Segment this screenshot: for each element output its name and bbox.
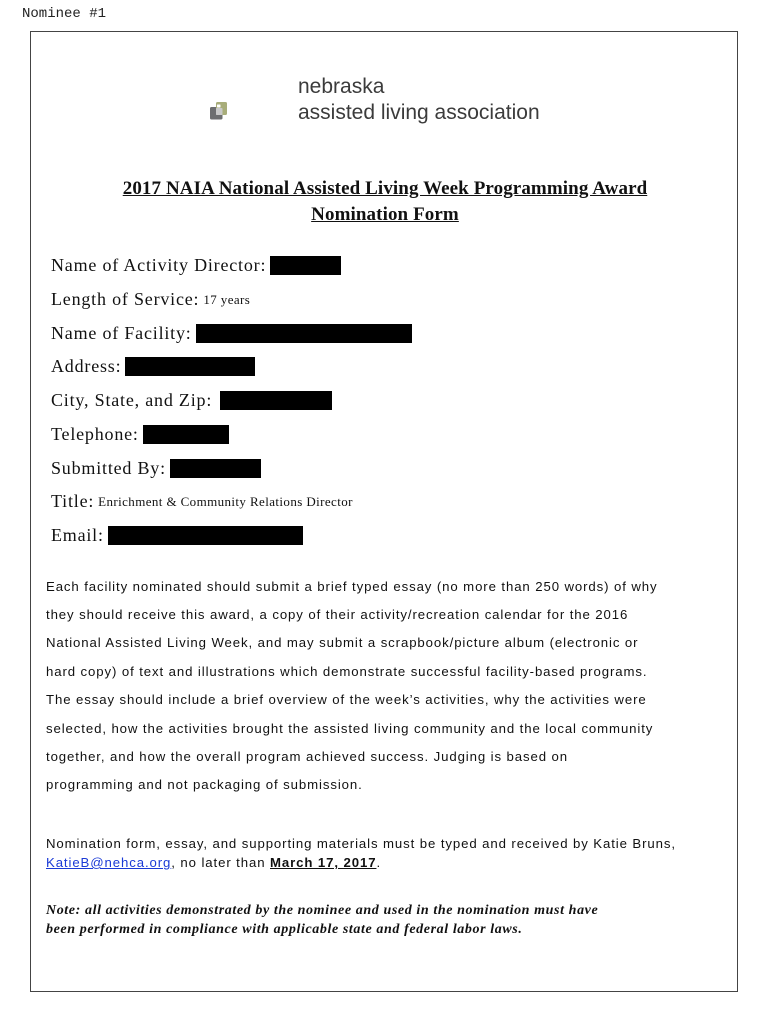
instruction-line: hard copy) of text and illustrations which demonstrate successful facility-based programs. [46,664,648,679]
redaction-box [125,357,255,376]
submission-end: . [376,855,382,870]
form-title: 2017 NAIA National Assisted Living Week Programming Award [122,178,648,199]
instruction-line: The essay should include a brief overview of the week’s activities, why the activities were [46,692,647,707]
field-telephone [51,424,229,445]
field-facility [51,323,412,344]
instruction-line: together, and how the overall program achieved success. Judging is based on [46,749,569,764]
field-label: Title: [51,491,95,511]
logo-square-white [217,105,221,108]
instruction-line: they should receive this award, a copy of their activity/recreation calendar for the 2016 [46,607,629,622]
field-length-of-service [51,289,250,310]
submission-line-2 [46,855,736,870]
note-line-2: been performed in compliance with applicable state and federal labor laws. [46,922,523,937]
submission-middle: , no later than [171,855,271,870]
field-label: Name of Facility: [51,323,192,343]
field-label: Submitted By: [51,458,166,478]
redaction-box [270,256,341,275]
field-label: Address: [51,356,122,376]
redaction-box [196,324,412,343]
field-address [51,356,255,377]
nominee-tag: Nominee #1 [22,6,107,22]
logo-line-2: assisted living association [298,101,540,124]
field-label: Name of Activity Director: [51,255,267,275]
field-city-state-zip [51,390,332,411]
redaction-box [220,391,332,410]
redaction-box [170,459,261,478]
logo-text [298,74,540,126]
field-email [51,525,303,546]
instruction-line: selected, how the activities brought the assisted living community and the local community [46,721,654,736]
redaction-box [143,425,229,444]
association-logo [210,74,300,150]
field-label: City, State, and Zip: [51,390,213,410]
email-link[interactable]: KatieB@nehca.org [46,855,172,870]
logo-square-light [216,108,223,115]
submission-line: Nomination form, essay, and supporting materials must be typed and received by Katie Bruns, [46,836,676,851]
field-title [51,491,353,512]
field-submitted-by [51,458,261,479]
instruction-line: National Assisted Living Week, and may submit a scrapbook/picture album (electronic or [46,635,639,650]
logo-line-1: nebraska [298,75,385,98]
instruction-line: Each facility nominated should submit a brief typed essay (no more than 250 words) of why [46,579,658,594]
field-value: 17 years [203,291,251,307]
instruction-line: programming and not packaging of submission. [46,777,363,792]
redaction-box [108,526,303,545]
field-label: Telephone: [51,424,139,444]
form-subtitle: Nomination Form [311,204,459,225]
field-label: Email: [51,525,104,545]
field-value: Enrichment & Community Relations Director [98,493,353,509]
note-line-1: Note: all activities demonstrated by the nominee and used in the nomination must have [46,903,599,918]
field-label: Length of Service: [51,289,200,309]
deadline-date: March 17, 2017 [270,855,377,870]
field-activity-director [51,255,341,276]
